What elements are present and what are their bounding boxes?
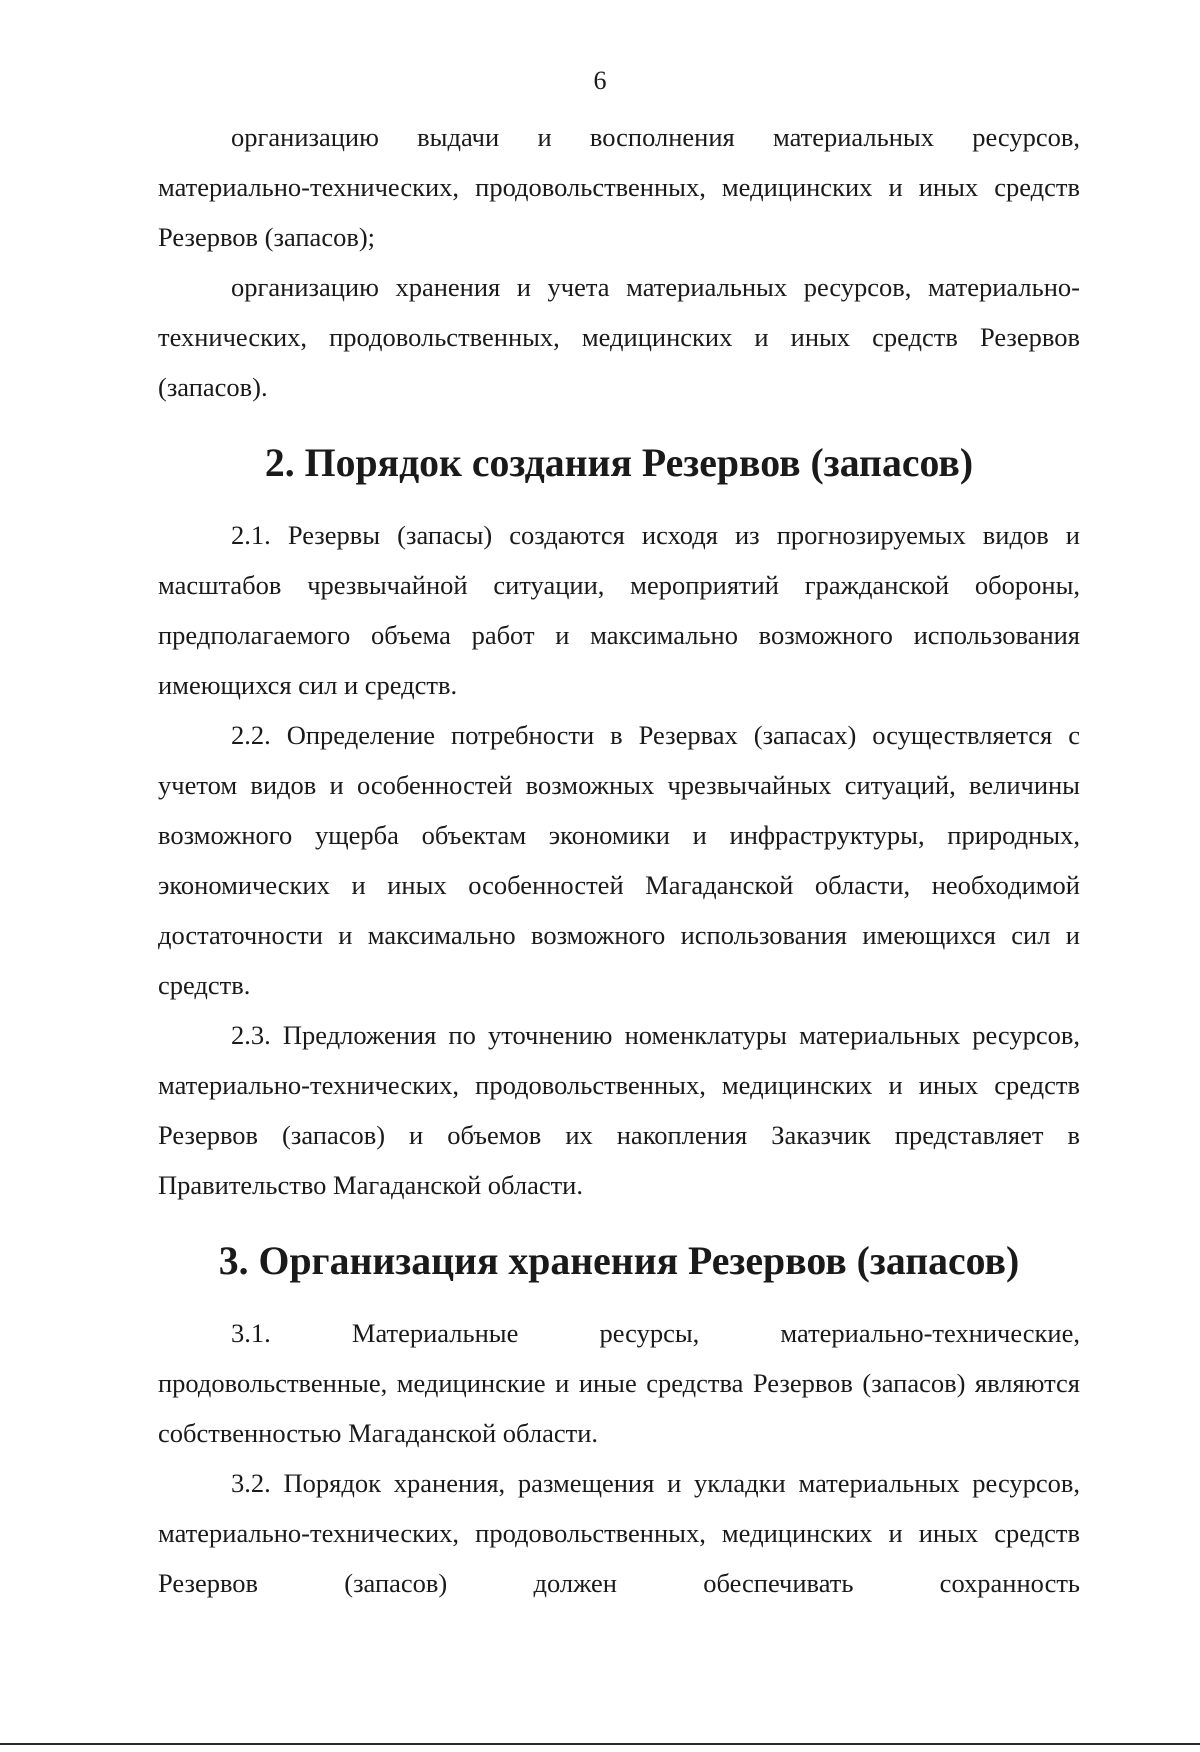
scan-edge-line: [0, 1743, 1200, 1745]
intro-paragraph-1: организацию выдачи и восполнения материальных ресурсов, материально-технических, продовольственных, медицинских и иных средств Резервов (запасов);: [158, 122, 1080, 252]
intro-paragraph-2: организацию хранения и учета материальных ресурсов, материально-технических, продовольственных, медицинских и иных средств Резервов (запасов).: [158, 272, 1080, 402]
paragraph-3-2: 3.2. Порядок хранения, размещения и укладки материальных ресурсов, материально-технических, продовольственных, медицинских и иных средств Резервов (запасов) должен обеспечивать сохранность: [158, 1468, 1080, 1598]
document-body: [158, 112, 1080, 1608]
page-number: 6: [593, 66, 607, 95]
section-2-heading: 2. Порядок создания Резервов (запасов): [264, 441, 974, 485]
paragraph-3-1: 3.1. Материальные ресурсы, материально-технические, продовольственные, медицинские и иные средства Резервов (запасов) являются собственностью Магаданской области.: [158, 1318, 1080, 1448]
paragraph-2-2: 2.2. Определение потребности в Резервах (запасах) осуществляется с учетом видов и особенностей возможных чрезвычайных ситуаций, величины возможного ущерба объектам экономики и инфраструктуры, природных, экономических и иных особенностей Магаданской области, необходимой достаточности и максимально возможного использования имеющихся сил и средств.: [158, 720, 1080, 1000]
paragraph-2-1: 2.1. Резервы (запасы) создаются исходя из прогнозируемых видов и масштабов чрезвычайной ситуации, мероприятий гражданской обороны, предполагаемого объема работ и максимально возможного использования имеющихся сил и средств.: [158, 520, 1080, 700]
section-3-heading: 3. Организация хранения Резервов (запасов): [218, 1239, 1020, 1283]
paragraph-2-3: 2.3. Предложения по уточнению номенклатуры материальных ресурсов, материально-технических, продовольственных, медицинских и иных средств Резервов (запасов) и объемов их накопления Заказчик представляет в Правительство Магаданской области.: [158, 1020, 1080, 1200]
